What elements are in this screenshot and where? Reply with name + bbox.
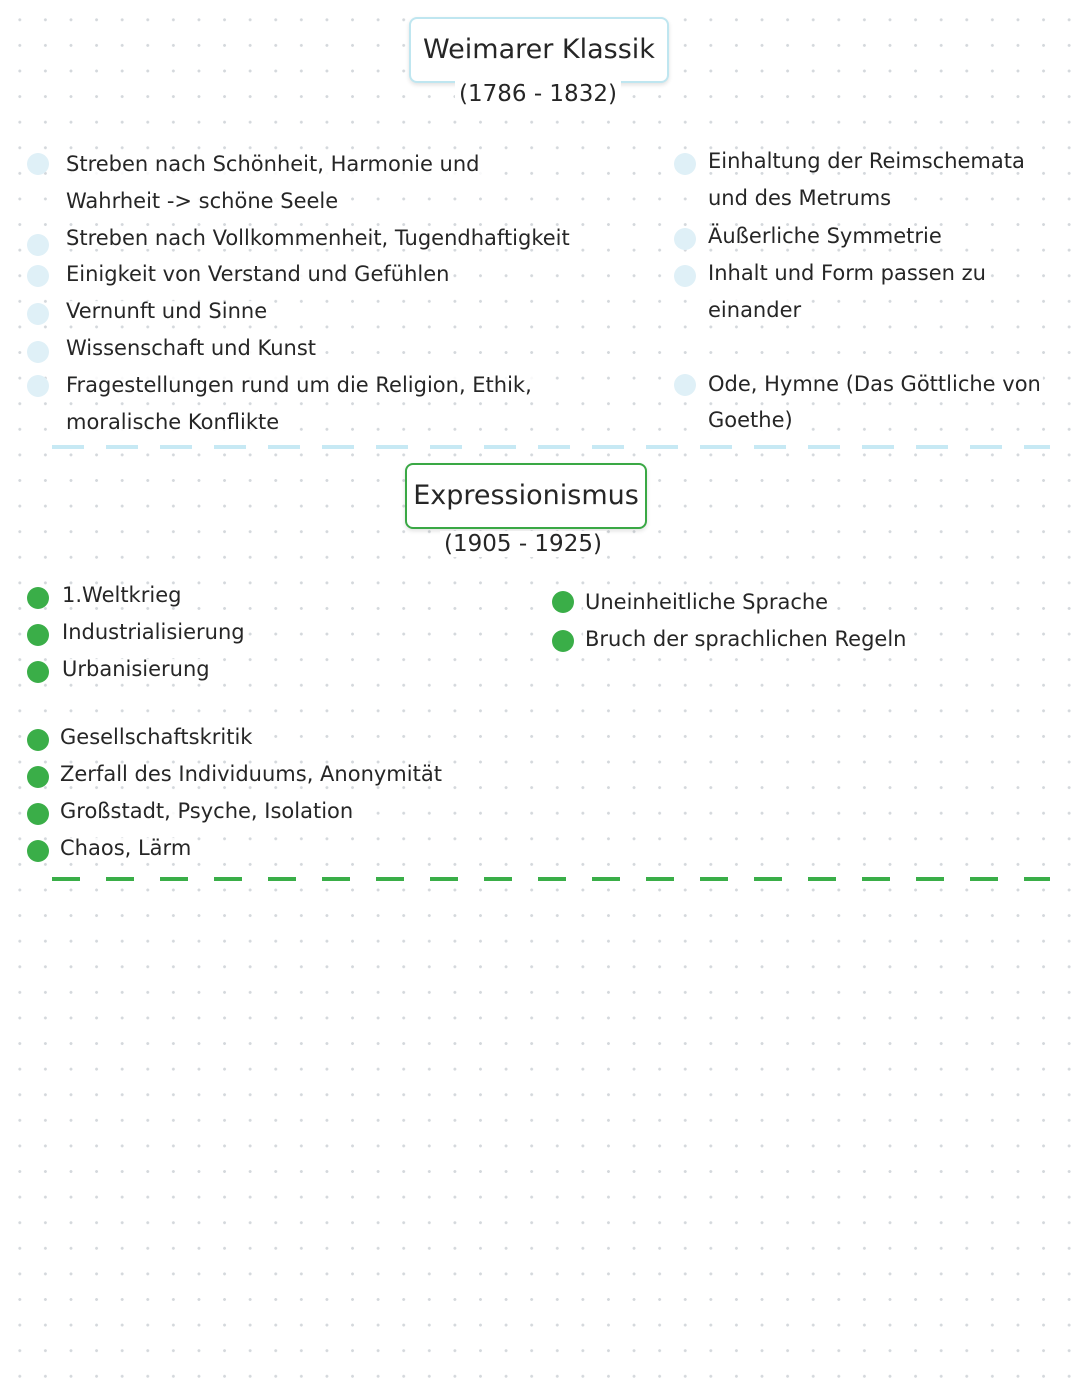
klassik-left-line: moralische Konflikte [66,410,280,434]
klassik-left-line: Einigkeit von Verstand und Gefühlen [66,262,450,286]
expr-left-line: Urbanisierung [62,657,210,681]
bullet-dot [27,234,49,256]
klassik-right-line: Einhaltung der Reimschemata [708,149,1025,173]
expr-left-line: Industrialisierung [62,620,245,644]
bullet-dot [27,803,49,825]
klassik-left-line: Fragestellungen rund um die Religion, Ethik, [66,373,532,397]
section-title-weimarer-klassik: Weimarer Klassik [409,17,669,83]
expr-right-line: Uneinheitliche Sprache [585,590,829,614]
klassik-right-line: und des Metrums [708,186,892,210]
bullet-dot [27,624,49,646]
klassik-left-line: Streben nach Vollkommenheit, Tugendhaftigkeit [66,226,570,250]
section-years-expressionismus: (1905 - 1925) [440,531,606,557]
expr-left-line: Großstadt, Psyche, Isolation [60,799,354,823]
expr-right-line: Bruch der sprachlichen Regeln [585,627,907,651]
section-divider [52,445,1050,449]
bullet-dot [552,630,574,652]
bullet-dot [27,661,49,683]
klassik-right-line: Goethe) [708,408,793,432]
bullet-dot [674,153,696,175]
klassik-left-line: Vernunft und Sinne [66,299,268,323]
expr-left-line: Zerfall des Individuums, Anonymität [60,762,442,786]
klassik-right-line: Äußerliche Symmetrie [708,224,942,248]
bullet-dot [27,840,49,862]
bullet-dot [27,587,49,609]
klassik-left-line: Streben nach Schönheit, Harmonie und [66,152,480,176]
klassik-left-line: Wahrheit -> schöne Seele [66,189,339,213]
klassik-left-line: Wissenschaft und Kunst [66,336,316,360]
section-divider [52,877,1050,881]
bullet-dot [27,303,49,325]
bullet-dot [27,341,49,363]
bullet-dot [674,228,696,250]
expr-left-line: Chaos, Lärm [60,836,192,860]
klassik-right-line: Inhalt und Form passen zu [708,261,986,285]
bullet-dot [27,766,49,788]
bullet-dot [674,265,696,287]
bullet-dot [674,374,696,396]
bullet-dot [27,153,49,175]
section-years-klassik: (1786 - 1832) [455,81,621,107]
expr-left-line: 1.Weltkrieg [62,583,182,607]
klassik-right-line: einander [708,298,802,322]
bullet-dot [27,375,49,397]
bullet-dot [552,591,574,613]
bullet-dot [27,729,49,751]
bullet-dot [27,265,49,287]
section-title-expressionismus: Expressionismus [405,463,647,529]
klassik-right-line: Ode, Hymne (Das Göttliche von [708,372,1041,396]
expr-left-line: Gesellschaftskritik [60,725,253,749]
